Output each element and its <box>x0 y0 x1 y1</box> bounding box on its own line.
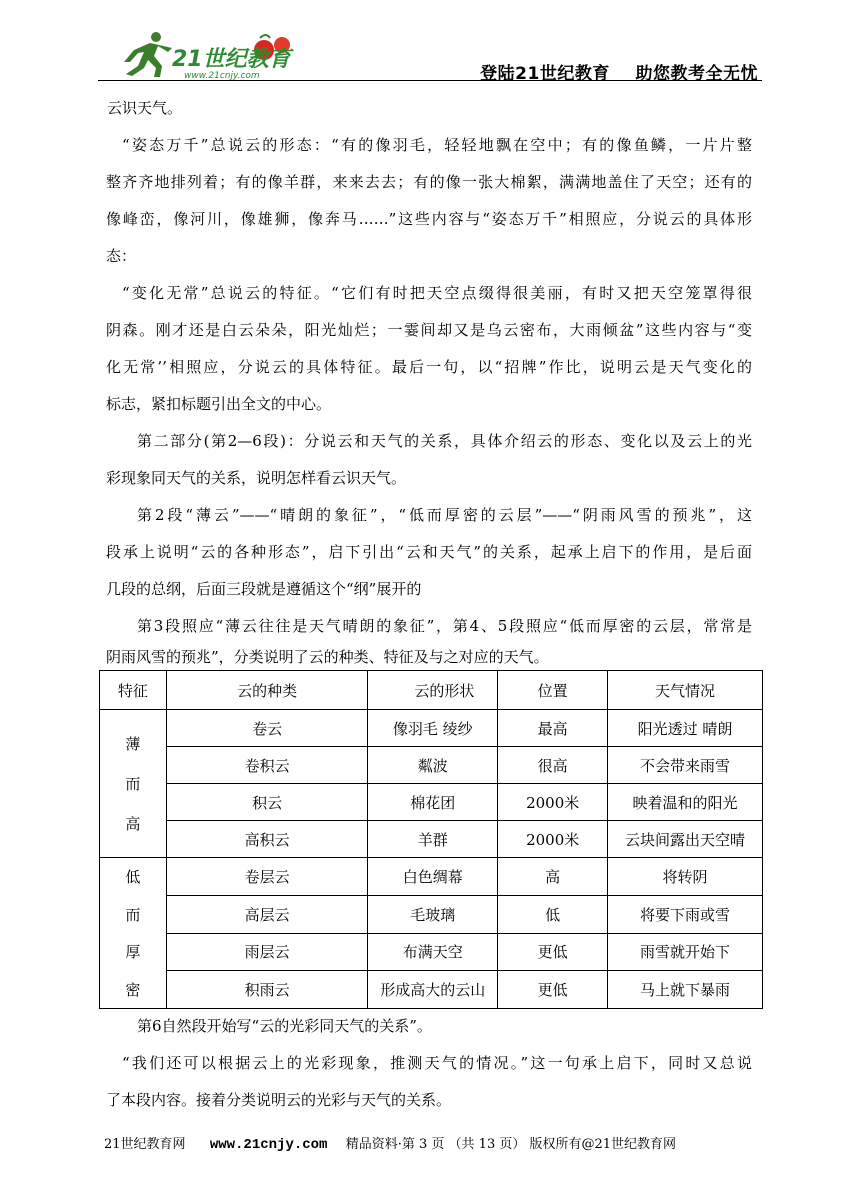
logo-text: 21世纪教育 <box>172 47 291 72</box>
table-cell: 棉花团 <box>368 784 498 821</box>
text-line: 彩现象同天气的关系，说明怎样看云识天气。 <box>106 469 407 487</box>
table-cell: 将转阴 <box>608 858 763 896</box>
footer-site-link[interactable]: www.21cnjy.com <box>209 1137 328 1153</box>
table-cell: 云块间露出天空晴 <box>608 821 763 858</box>
group-label-char: 高 <box>125 815 141 833</box>
table-cell: 高层云 <box>166 895 367 933</box>
text-line: 几段的总纲，后面三段就是遵循这个“纲”展开的 <box>106 580 422 598</box>
group-label-low-thick <box>100 858 167 1009</box>
table-cell: 像羽毛 绫纱 <box>368 710 498 747</box>
table-cell: 阳光透过 晴朗 <box>608 710 763 747</box>
table-cell: 积雨云 <box>166 971 367 1009</box>
table-row <box>100 747 763 784</box>
table-cell: 形成高大的云山 <box>368 971 498 1009</box>
text-line: 了本段内容。接着分类说明云的光彩与天气的关系。 <box>106 1091 452 1109</box>
table-row <box>100 858 763 896</box>
group-label-char: 而 <box>125 775 141 793</box>
table-header-cell: 云的种类 <box>166 671 367 710</box>
text-line: 像峰峦，像河川，像雄狮，像奔马……”这些内容与“姿态万千”相照应，分说云的具体形 <box>106 210 752 228</box>
page-footer <box>104 1133 764 1153</box>
text-line: 第6自然段开始写“云的光彩同天气的关系”。 <box>137 1017 432 1035</box>
table-row <box>100 895 763 933</box>
logo-url: www.21cnjy.com <box>184 71 260 80</box>
table-cell: 低 <box>498 895 608 933</box>
table-header-cell: 特征 <box>100 671 167 710</box>
table-cell: 雨层云 <box>166 933 367 971</box>
table-row <box>100 821 763 858</box>
text-line: “我们还可以根据云上的光彩现象，推测天气的情况。”这一句承上启下，同时又总说 <box>122 1054 752 1072</box>
header-slogan: 登陆21世纪教育 助您教考全无忧 <box>480 64 758 84</box>
table-header-row <box>100 671 763 710</box>
table-row <box>100 971 763 1009</box>
table-cell: 羊群 <box>368 821 498 858</box>
text-line: 第3段照应“薄云往往是天气晴朗的象征”，第4、5段照应“低而厚密的云层，常常是 <box>137 617 752 635</box>
footer-site-name: 21世纪教育网 <box>104 1137 186 1152</box>
site-logo[interactable] <box>104 28 304 80</box>
table-cell: 粼波 <box>368 747 498 784</box>
group-label-char: 厚 <box>125 943 141 962</box>
text-line: 段承上说明“云的各种形态”，启下引出“云和天气”的关系，起承上启下的作用，是后面 <box>106 543 752 561</box>
runner-icon <box>124 32 172 77</box>
text-line: 第2段“薄云”——“晴朗的象征”，“低而厚密的云层”——“阴雨风雪的预兆”，这 <box>137 506 752 524</box>
text-line: 云识天气。 <box>107 99 183 117</box>
group-label-char: 薄 <box>125 735 141 753</box>
group-label-char: 而 <box>125 905 141 924</box>
table-cell: 更低 <box>498 933 608 971</box>
table-cell: 很高 <box>498 747 608 784</box>
footer-page-info: 精品资料·第 3 页 （共 13 页） 版权所有@21世纪教育网 <box>345 1137 677 1152</box>
table-cell: 白色绸幕 <box>368 858 498 896</box>
table-cell: 映着温和的阳光 <box>608 784 763 821</box>
group-label-char: 密 <box>125 980 141 999</box>
table-cell: 马上就下暴雨 <box>608 971 763 1009</box>
page-header <box>98 28 762 84</box>
text-line: 化无常’’相照应，分说云的具体特征。最后一句，以“招牌”作比，说明云是天气变化的 <box>106 358 752 376</box>
table-cell: 将要下雨或雪 <box>608 895 763 933</box>
text-line: “变化无常”总说云的特征。“它们有时把天空点缀得很美丽，有时又把天空笼罩得很 <box>122 284 752 302</box>
table-row <box>100 933 763 971</box>
table-row <box>100 710 763 747</box>
table-cell: 卷云 <box>166 710 367 747</box>
text-line: 第二部分(第2—6段)：分说云和天气的关系，具体介绍云的形态、变化以及云上的光 <box>137 432 752 450</box>
table-cell: 雨雪就开始下 <box>608 933 763 971</box>
table-cell: 最高 <box>498 710 608 747</box>
table-header-cell: 天气情况 <box>608 671 763 710</box>
table-cell: 高 <box>498 858 608 896</box>
table-cell: 毛玻璃 <box>368 895 498 933</box>
table-cell: 2000米 <box>498 784 608 821</box>
table-cell: 高积云 <box>166 821 367 858</box>
table-row <box>100 784 763 821</box>
group-label-char: 低 <box>125 868 141 887</box>
table-cell: 2000米 <box>498 821 608 858</box>
text-line: 整齐齐地排列着；有的像羊群，来来去去；有的像一张大棉絮，满满地盖住了天空；还有的 <box>106 173 752 191</box>
text-line: 阴森。刚才还是白云朵朵，阳光灿烂；一霎间却又是乌云密布，大雨倾盆”这些内容与“变 <box>106 321 752 339</box>
table-cell: 更低 <box>498 971 608 1009</box>
table-cell: 卷层云 <box>166 858 367 896</box>
text-line: 态： <box>106 247 137 265</box>
cloud-type-table <box>99 670 763 1009</box>
table-cell: 卷积云 <box>166 747 367 784</box>
table-cell: 布满天空 <box>368 933 498 971</box>
text-line: 阴雨风雪的预兆”，分类说明了云的种类、特征及与之对应的天气。 <box>106 648 549 666</box>
table-cell: 不会带来雨雪 <box>608 747 763 784</box>
header-divider <box>98 80 762 81</box>
group-label-thin-high <box>100 710 167 858</box>
text-line: “姿态万千”总说云的形态：“有的像羽毛，轻轻地飘在空中；有的像鱼鳞，一片片整 <box>122 136 752 154</box>
table-header-cell: 位置 <box>498 671 608 710</box>
table-cell: 积云 <box>166 784 367 821</box>
text-line: 标志，紧扣标题引出全文的中心。 <box>106 395 332 413</box>
table-header-cell: 云的形状 <box>368 671 498 710</box>
